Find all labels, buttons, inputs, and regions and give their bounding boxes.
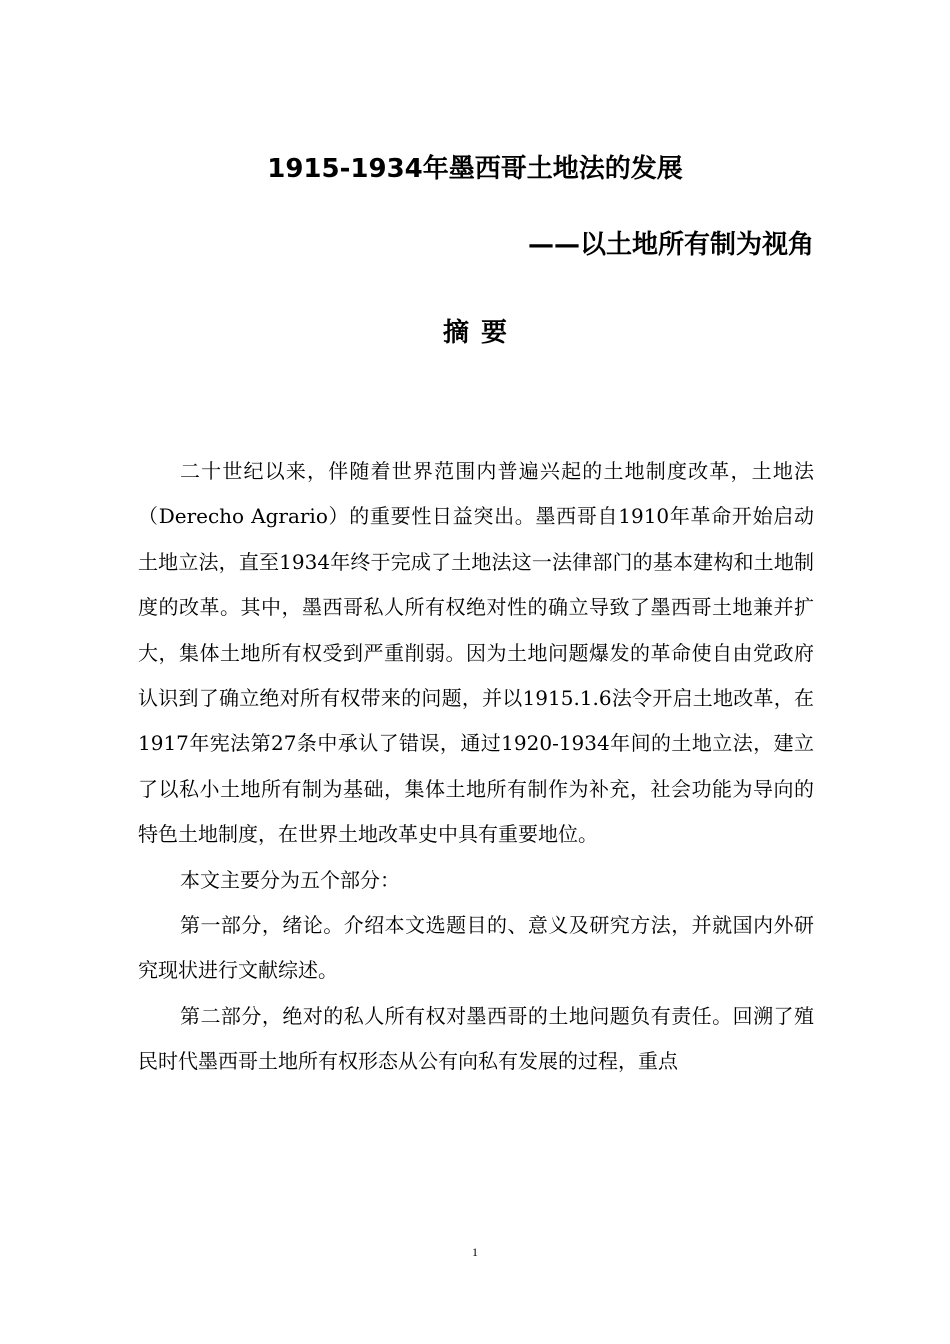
document-subtitle: ——以土地所有制为视角 (527, 230, 814, 260)
abstract-paragraph-part-two: 第二部分，绝对的私人所有权对墨西哥的土地问题负有责任。回溯了殖民时代墨西哥土地所有权形态从公有向私有发展的过程，重点 (138, 1003, 814, 1074)
abstract-heading: 摘要 (442, 318, 519, 348)
document-title: 1915-1934年墨西哥土地法的发展 (267, 154, 683, 184)
abstract-paragraph-intro: 二十世纪以来，伴随着世界范围内普遍兴起的土地制度改革，土地法（Derecho Agrario）的重要性日益突出。墨西哥自1910年革命开始启动土地立法，直至1934年终于完成了土地法这一法律部门的基本建构和土地制度的改革。其中，墨西哥私人所有权绝对性的确立导致了墨西哥土地兼并扩大，集体土地所有权受到严重削弱。因为土地问题爆发的革命使自由党政府认识到了确立绝对所有权带来的问题，并以1915.1.6法令开启土地改革，在1917年宪法第27条中承认了错误，通过1920-1934年间的土地立法，建立了以私小土地所有制为基础，集体土地所有制作为补充，社会功能为导向的特色土地制度，在世界土地改革史中具有重要地位。 (138, 459, 814, 847)
page-number: 1 (472, 1245, 478, 1259)
abstract-paragraph-part-one: 第一部分，绪论。介绍本文选题目的、意义及研究方法，并就国内外研究现状进行文献综述。 (138, 913, 814, 983)
abstract-paragraph-structure: 本文主要分为五个部分： (180, 867, 400, 892)
abstract-body (138, 449, 814, 1085)
